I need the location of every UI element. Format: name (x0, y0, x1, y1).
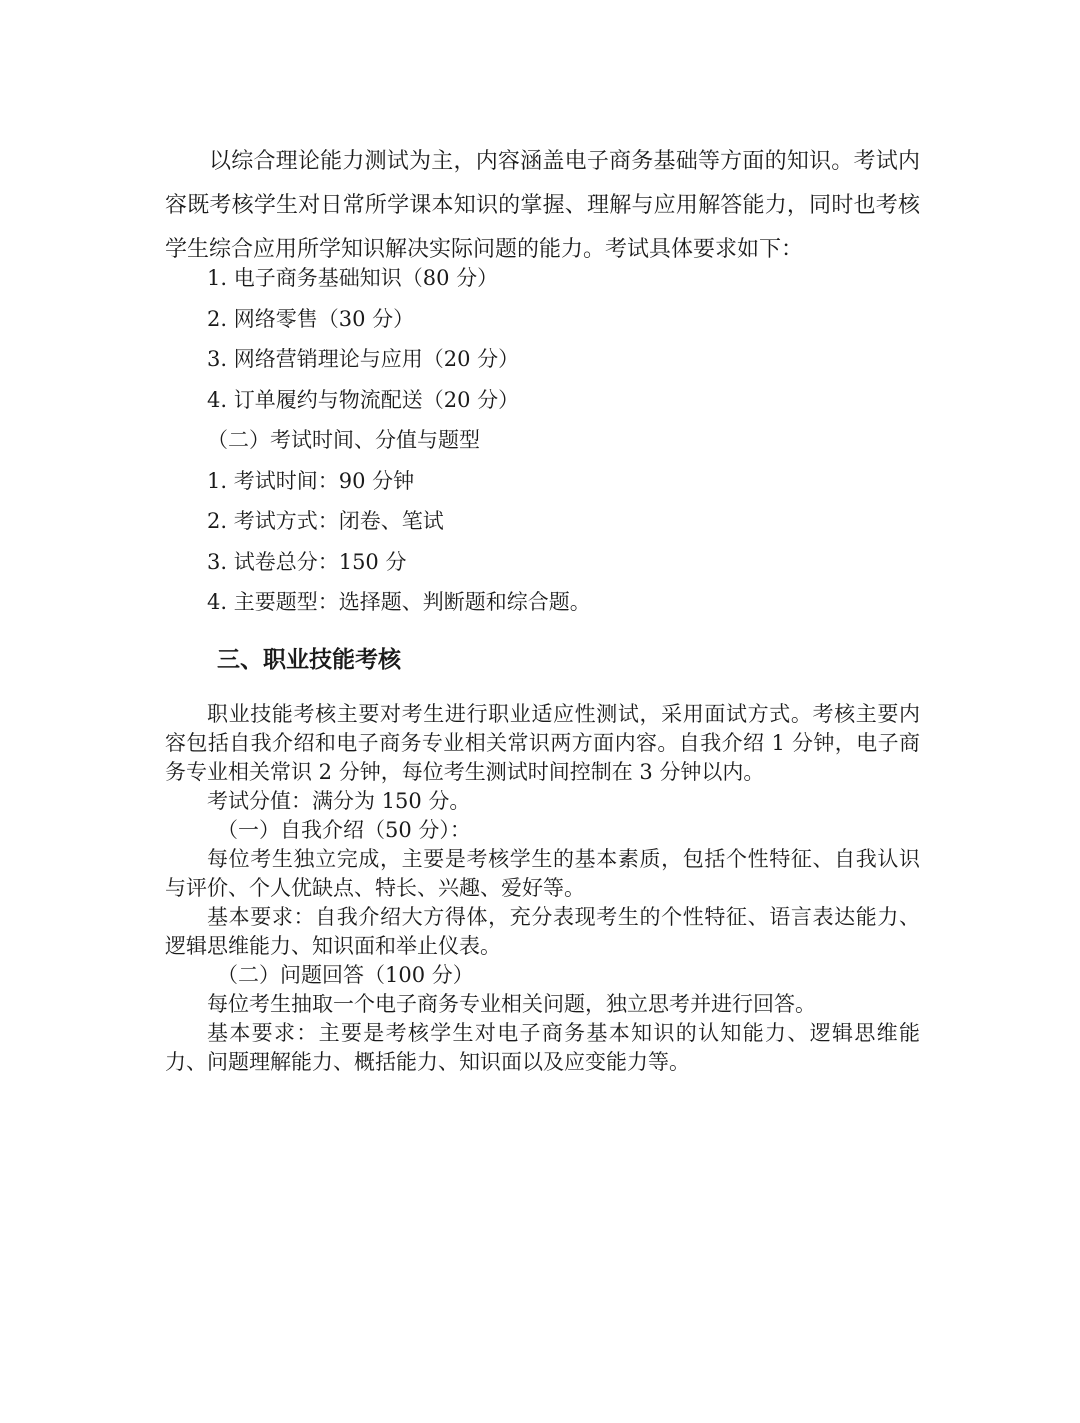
section-heading-vocational-skills: 三、职业技能考核 (217, 647, 401, 673)
self-intro-subheading: （一）自我介绍（50 分）： (217, 818, 471, 842)
content-item-marketing: 3. 网络营销理论与应用（20 分） (207, 347, 520, 371)
exam-format-heading: （二）考试时间、分值与题型 (207, 428, 480, 452)
exam-item-method: 2. 考试方式：闭卷、笔试 (207, 509, 444, 533)
content-item-basics: 1. 电子商务基础知识（80 分） (207, 266, 499, 290)
exam-item-time: 1. 考试时间：90 分钟 (207, 468, 415, 493)
content-item-retail: 2. 网络零售（30 分） (207, 306, 415, 331)
intro-paragraph: 以综合理论能力测试为主，内容涵盖电子商务基础等方面的知识。考试内容既考核学生对日常所学课本知识的掌握、理解与应用解答能力，同时也考核学生综合应用所学知识解决实际问题的能力。考试具体要求如下： (165, 149, 920, 262)
self-intro-requirements: 基本要求：自我介绍大方得体，充分表现考生的个性特征、语言表达能力、逻辑思维能力、知识面和举止仪表。 (165, 905, 920, 958)
exam-item-types: 4. 主要题型：选择题、判断题和综合题。 (207, 590, 591, 614)
qa-paragraph: 每位考生抽取一个电子商务专业相关问题，独立思考并进行回答。 (207, 992, 816, 1016)
qa-subheading: （二）问题回答（100 分） (217, 963, 474, 987)
vocational-skills-body (165, 700, 920, 1077)
score-paragraph: 考试分值：满分为 150 分。 (207, 789, 471, 813)
skills-overview-paragraph: 职业技能考核主要对考生进行职业适应性测试，采用面试方式。考核主要内容包括自我介绍和电子商务专业相关常识两方面内容。自我介绍 1 分钟，电子商务专业相关常识 2 分钟，每位考生测试时间控制在 3 分钟以内。 (165, 702, 920, 784)
self-intro-paragraph: 每位考生独立完成，主要是考核学生的基本素质，包括个性特征、自我认识与评价、个人优缺点、特长、兴趣、爱好等。 (165, 847, 920, 900)
content-item-logistics: 4. 订单履约与物流配送（20 分） (207, 387, 520, 412)
qa-requirements: 基本要求：主要是考核学生对电子商务基本知识的认知能力、逻辑思维能力、问题理解能力、概括能力、知识面以及应变能力等。 (165, 1021, 920, 1074)
exam-content-list (165, 258, 920, 623)
exam-item-total: 3. 试卷总分：150 分 (207, 549, 407, 574)
